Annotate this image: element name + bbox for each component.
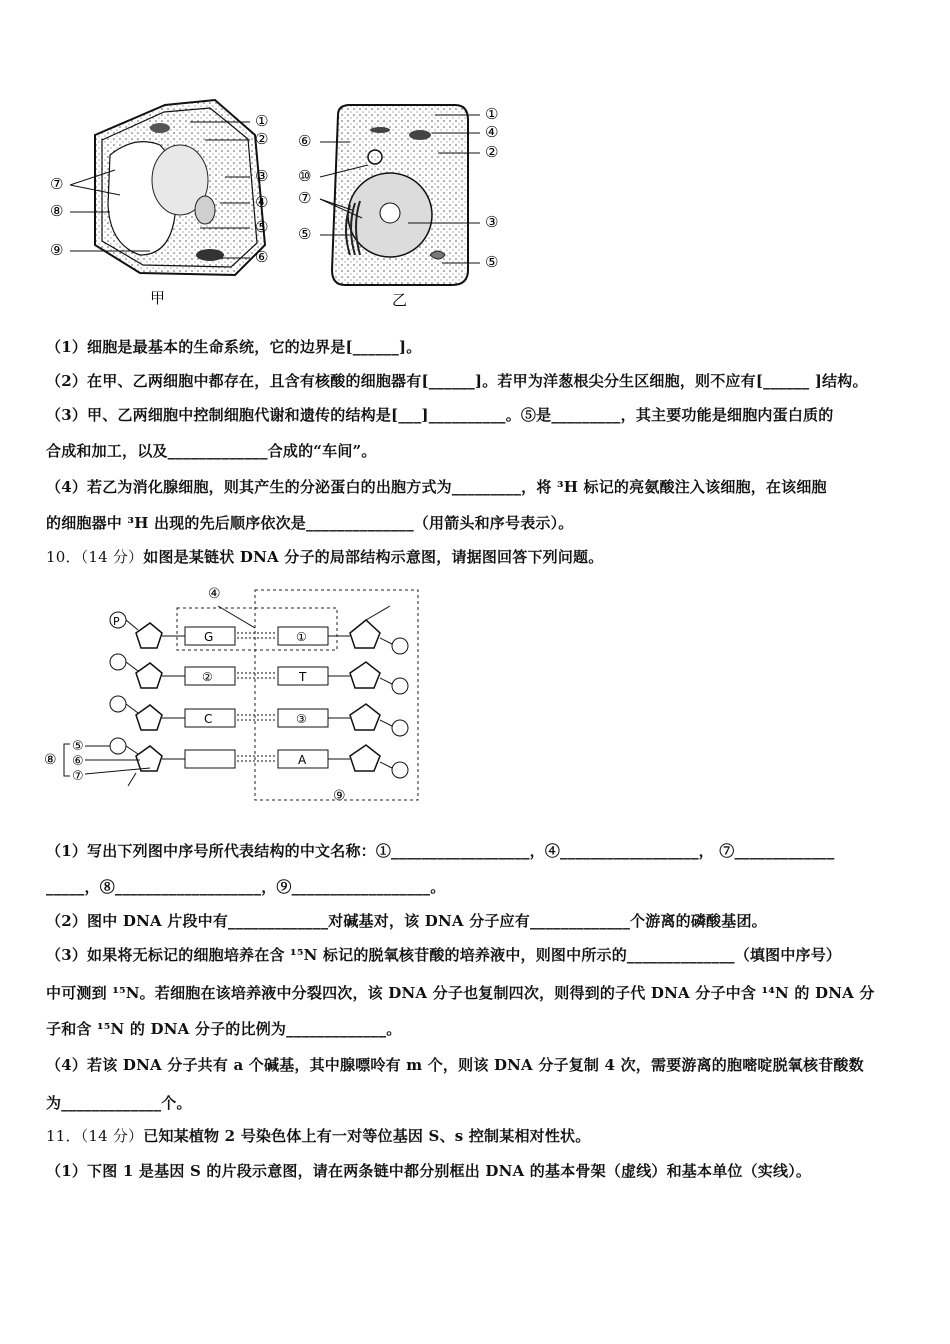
q10-line-6: 子和含 ¹⁵N 的 DNA 分子的比例为_____________。 [46, 1020, 402, 1038]
q9-line-1: （1）细胞是最基本的生命系统，它的边界是[______]。 [46, 338, 422, 356]
dna-label-6: ⑥ [72, 754, 84, 769]
dna-row-1 [110, 606, 408, 654]
q10-line-8: 为_____________个。 [46, 1094, 192, 1112]
cell-num-left-2: ② [255, 130, 269, 148]
q11-line-1: （1）下图 1 是基因 S 的片段示意图，请在两条链中都分别框出 DNA 的基本骨架（虚线）和基本单位（实线）。 [46, 1162, 812, 1180]
cell-num-left-1: ① [255, 112, 269, 130]
animal-cell-label: 乙 [392, 291, 408, 309]
base-left-1: G [204, 630, 214, 644]
q9-line-2: （2）在甲、乙两细胞中都存在，且含有核酸的细胞器有[______]。若甲为洋葱根尖分生区细胞，则不应有[______ ]结构。 [46, 372, 868, 390]
q10-line-3: （2）图中 DNA 片段中有_____________对碱基对，该 DNA 分子应有_____________个游离的磷酸基团。 [46, 912, 767, 930]
q11-header [46, 1126, 916, 1146]
q10-line-1: （1）写出下列图中序号所代表结构的中文名称：①__________________，④__________________， ⑦_____________ [46, 842, 835, 860]
q10-header [46, 547, 916, 567]
q11-text: 已知某植物 2 号染色体上有一对等位基因 S、s 控制某相对性状。 [143, 1127, 591, 1145]
plant-cell [50, 100, 268, 307]
q10-number: 10．（14 分） [46, 548, 144, 566]
base-right-2: T [299, 670, 307, 684]
q9-line-3: （3）甲、乙两细胞中控制细胞代谢和遗传的结构是[___]__________。⑤是_________，其主要功能是细胞内蛋白质的 [46, 406, 834, 424]
base-left-3: C [204, 712, 213, 726]
dna-row-3 [110, 696, 408, 736]
q9-line-6: 的细胞器中 ³H 出现的先后顺序依次是______________（用箭头和序号表示）。 [46, 514, 574, 532]
cell-num-left-5: ⑤ [255, 218, 269, 236]
cell-num-right-7: ⑤ [298, 225, 312, 243]
dna-label-8: ⑧ [44, 752, 57, 768]
plant-cell-label: 甲 [150, 289, 166, 307]
animal-cell [298, 105, 498, 309]
dna-row-4 [110, 738, 408, 786]
base-left-2: ② [202, 670, 213, 684]
cell-num-left-9: ⑨ [50, 241, 64, 259]
cell-num-left-8: ⑧ [50, 202, 64, 220]
dna-label-7: ⑦ [72, 769, 84, 784]
cell-num-right-5: ⑩ [298, 167, 312, 185]
q10-line-4: （3）如果将无标记的细胞培养在含 ¹⁵N 标记的脱氧核苷酸的培养液中，则图中所示的______________（填图中序号） [46, 946, 842, 964]
q11-number: 11．（14 分） [46, 1127, 144, 1145]
cell-num-left-4: ④ [255, 193, 269, 211]
dna-label-4: ④ [208, 586, 221, 602]
q10-text: 如图是某链状 DNA 分子的局部结构示意图，请据图回答下列问题。 [143, 548, 604, 566]
base-right-3: ③ [296, 712, 307, 726]
cell-num-right-6: ⑦ [298, 189, 312, 207]
cell-num-left-6: ⑥ [255, 248, 269, 266]
q10-line-2: _____，⑧___________________，⑨__________________。 [46, 878, 446, 896]
dna-label-5: ⑤ [72, 739, 84, 754]
cell-num-right-9: ⑤ [485, 253, 499, 271]
base-right-4: A [298, 753, 307, 767]
cell-num-left-7: ⑦ [50, 175, 64, 193]
cell-num-right-4: ⑥ [298, 132, 312, 150]
q9-line-4: 合成和加工，以及_____________合成的“车间”。 [46, 442, 377, 460]
cell-num-right-1: ① [485, 105, 499, 123]
cell-num-right-2: ④ [485, 123, 499, 141]
q10-line-5: 中可测到 ¹⁵N。若细胞在该培养液中分裂四次，该 DNA 分子也复制四次，则得到的子代 DNA 分子中含 ¹⁴N 的 DNA 分 [46, 984, 875, 1002]
cell-num-right-8: ③ [485, 213, 499, 231]
cell-figure [40, 95, 530, 310]
q10-line-7: （4）若该 DNA 分子共有 a 个碱基，其中腺嘌呤有 m 个，则该 DNA 分子复制 4 次，需要游离的胞嘧啶脱氧核苷酸数 [46, 1056, 864, 1074]
cell-num-right-3: ② [485, 143, 499, 161]
phosphate-label: P [113, 615, 120, 628]
dna-row-2 [110, 654, 408, 694]
dna-figure [40, 578, 430, 810]
base-right-1: ① [296, 630, 307, 644]
q9-line-5: （4）若乙为消化腺细胞，则其产生的分泌蛋白的出胞方式为_________，将 ³H 标记的亮氨酸注入该细胞，在该细胞 [46, 478, 827, 496]
cell-num-left-3: ③ [255, 167, 269, 185]
dna-label-9: ⑨ [333, 788, 346, 804]
